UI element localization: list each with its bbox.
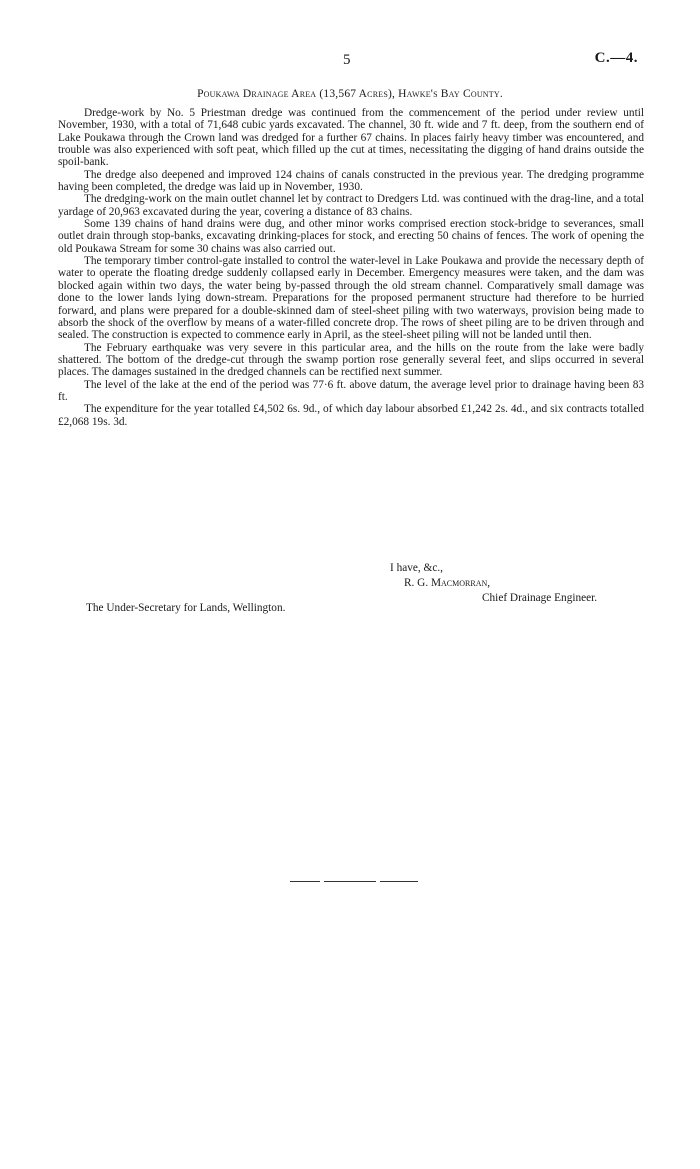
page-number: 5 [343,52,351,68]
salutation: I have, &c., [390,562,444,574]
paragraph-outlet-channel: The dredging-work on the main outlet channel let by contract to Dredgers Ltd. was continued with the drag-line, and a total yardage of 20,963 excavated during the year, covering a distance of 83 chains. [58,193,644,218]
section-heading: Poukawa Drainage Area (13,567 Acres), Hawke's Bay County. [197,88,503,100]
paragraph-canal-deepening: The dredge also deepened and improved 124 chains of canals constructed in the previous year. The dredging programme having been completed, the dredge was laid up in November, 1930. [58,168,644,194]
paragraph-dredge-work: Dredge-work by No. 5 Priestman dredge was continued from the commencement of the period under review until November, 1930, with a total of 71,648 cubic yards excavated. The channel, 30 ft. wide and 7 ft. deep, from the southern end of Lake Poukawa through the Crown land was dredged for a further 67 chains. In places fairly heavy timber was encountered, and trouble was also experienced with soft peat, which filled up the cut at times, necessitating the digging of hand drains outside the spoil-bank. [58,107,644,169]
paragraph-lake-level: The level of the lake at the end of the period was 77·6 ft. above datum, the average level prior to drainage having been 83 ft. [58,378,644,403]
section-divider [290,881,418,882]
report-body [58,107,644,428]
signatory-name: R. G. Macmorran, [404,577,491,589]
signature-block [390,561,640,606]
paragraph-control-gate: The temporary timber control-gate installed to control the water-level in Lake Poukawa and provide the necessary depth of water to operate the floating dredge suddenly collapsed early in December. Emergency measures were taken, and the dam was blocked again within two days, the water being by-passed through the old stream channel. Comparatively small damage was done to the lower lands lying down-stream. Preparations for the proposed permanent structure had therefore to be hurried forward, and plans were prepared for a double-skinned dam of steel-sheet piling with two waterways, provision being made to absorb the shock of the overflow by means of a water-filled concrete drop. The rows of sheet piling are to be driven through and sealed. The construction is expected to commence early in April, as the steel-sheet piling will not be landed until then. [58,255,644,342]
paragraph-earthquake: The February earthquake was very severe in this particular area, and the hills on the route from the lake were badly shattered. The bottom of the dredge-cut through the swamp portion rose generally several feet, and slips occurred in several places. The damages sustained in the dredged channels can be rectified next summer. [58,341,644,379]
paragraph-expenditure: The expenditure for the year totalled £4,502 6s. 9d., of which day labour absorbed £1,242 2s. 4d., and six contracts totalled £2,068 19s. 3d. [58,403,644,428]
signatory-title: Chief Drainage Engineer. [482,592,598,604]
document-code: C.—4. [594,50,638,66]
paragraph-hand-drains: Some 139 chains of hand drains were dug, and other minor works comprised erection stock-bridge to severances, small outlet drain through stop-banks, excavating drinking-places for stock, and erecting 50 chains of fences. The work of opening the old Poukawa Stream for some 30 chains was also carried out. [58,218,644,255]
addressee: The Under-Secretary for Lands, Wellington. [86,602,286,614]
